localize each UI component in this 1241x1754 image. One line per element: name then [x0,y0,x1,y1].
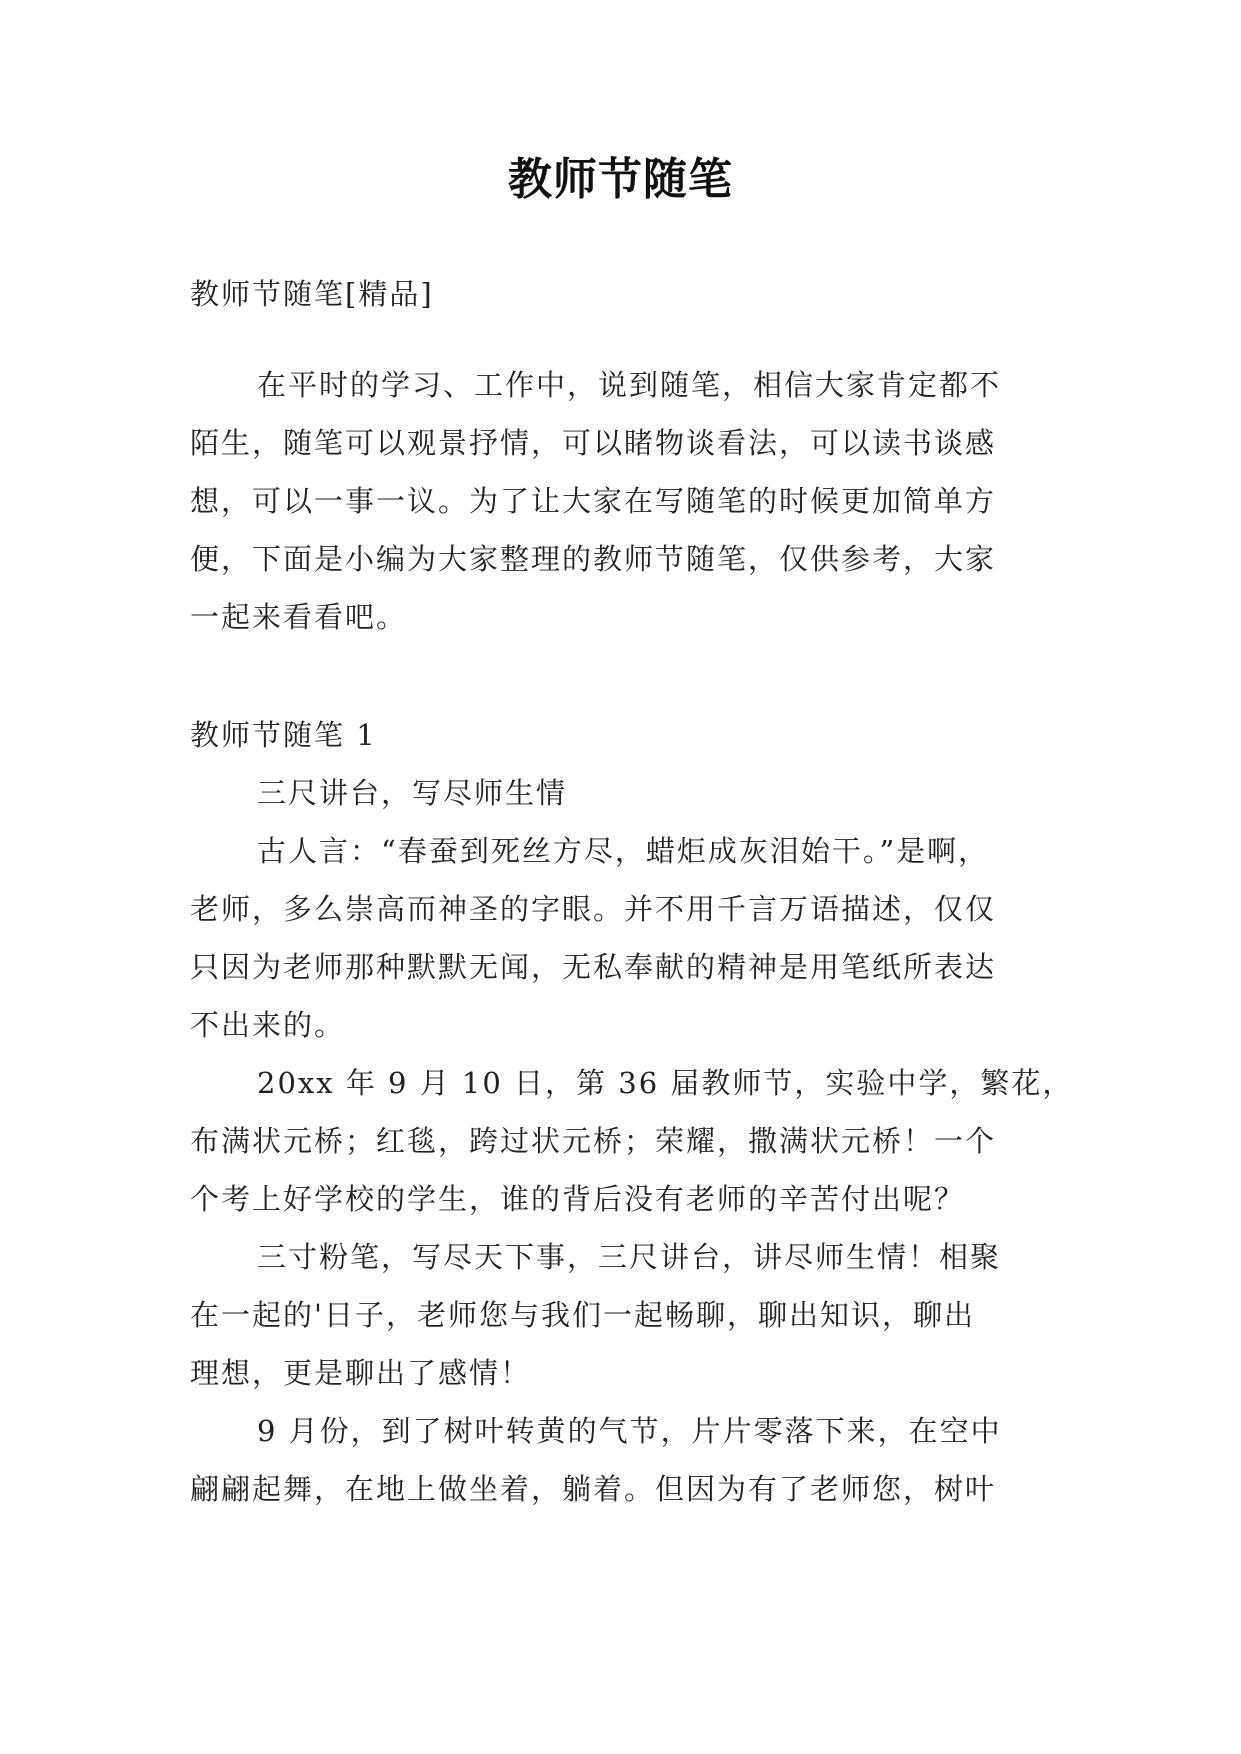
paragraph-line: 翩翩起舞，在地上做坐着，躺着。但因为有了老师您，树叶 [190,1472,997,1506]
document-subtitle [190,265,1060,323]
intro-paragraph [190,356,1060,646]
intro-line: 陌生，随笔可以观景抒情，可以睹物谈看法，可以读书谈感 [190,426,997,460]
paragraph-line: 不出来的。 [190,1008,346,1042]
paragraph-line: 在一起的'日子，老师您与我们一起畅聊，聊出知识，聊出 [190,1298,975,1332]
paragraph-line: 9 月份，到了树叶转黄的气节，片片零落下来，在空中 [257,1414,1002,1448]
paragraph-2 [190,1054,1074,1228]
paragraph-line: 只因为老师那种默默无闻，无私奉献的精神是用笔纸所表达 [190,950,997,984]
paragraph-4 [190,1402,1060,1518]
document-title: 教师节随笔 [508,154,733,205]
section-heading [190,706,1060,764]
intro-line: 在平时的学习、工作中，说到随笔，相信大家肯定都不 [257,368,1002,402]
paragraph-line: 个考上好学校的学生，谁的背后没有老师的辛苦付出呢？ [190,1182,966,1216]
intro-line: 便，下面是小编为大家整理的教师节随笔，仅供参考，大家 [190,542,997,576]
paragraph-3 [190,1228,1060,1402]
subtitle-text: 教师节随笔[精品] [190,277,434,311]
paragraph-line: 理想，更是聊出了感情！ [190,1356,532,1390]
paragraph-line: 三寸粉笔，写尽天下事，三尺讲台，讲尽师生情！相聚 [257,1240,1002,1274]
paragraph-line: 布满状元桥；红毯，跨过状元桥；荣耀，撒满状元桥！一个 [190,1124,997,1158]
paragraph-line: 老师，多么崇高而神圣的字眼。并不用千言万语描述，仅仅 [190,892,997,926]
intro-line: 想，可以一事一议。为了让大家在写随笔的时候更加简单方 [190,484,997,518]
section-subheading [190,764,1060,822]
paragraph-line: 古人言：“春蚕到死丝方尽，蜡炬成灰泪始干。”是啊， [257,834,990,868]
section-heading-text: 教师节随笔 1 [190,718,377,752]
section-subheading-text: 三尺讲台，写尽师生情 [257,776,568,810]
intro-line: 一起来看看吧。 [190,600,408,634]
paragraph-1 [190,822,1060,1054]
paragraph-line: 20xx 年 9 月 10 日，第 36 届教师节，实验中学，繁花， [257,1066,1074,1100]
